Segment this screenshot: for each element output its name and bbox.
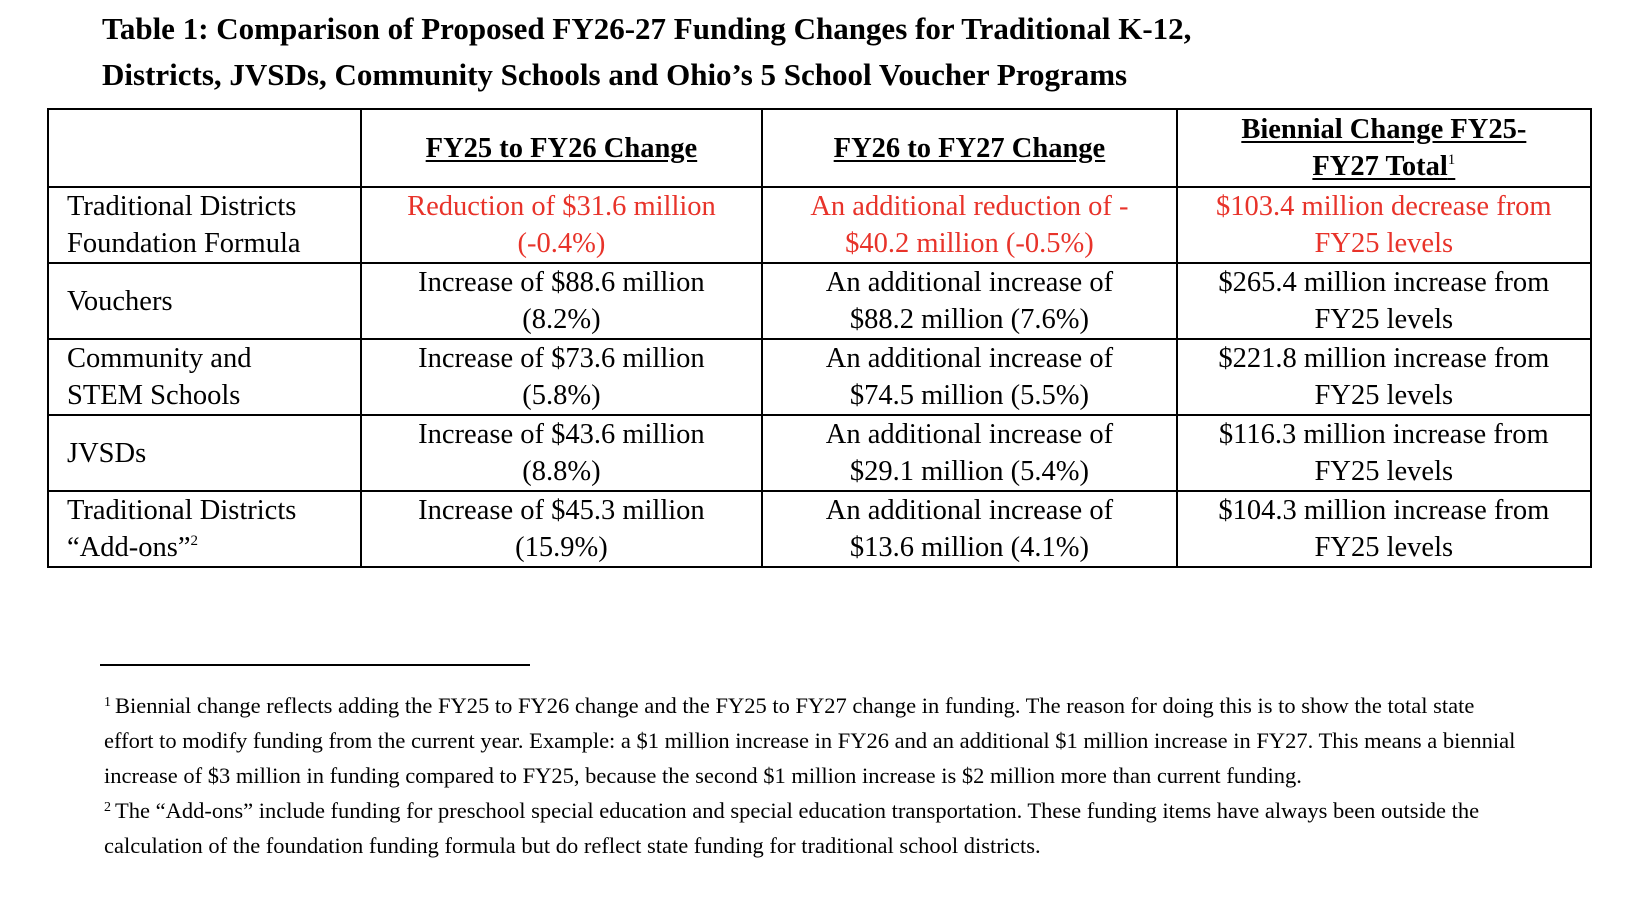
- fy26-to-fy27-line-1: An additional increase of: [825, 419, 1114, 450]
- row-label-cell: [48, 187, 361, 263]
- biennial-change-line-1: $116.3 million increase from: [1218, 419, 1549, 450]
- footnote-separator: [100, 664, 530, 666]
- header-biennial-line-2: FY27 Total: [1312, 151, 1448, 182]
- fy25-to-fy26-cell: [361, 415, 763, 491]
- table-row: [48, 415, 1591, 491]
- header-biennial-change: [1177, 109, 1591, 187]
- footnote-1: [104, 688, 1524, 793]
- header-biennial-line-2-wrap: [1178, 148, 1590, 185]
- footnotes: [104, 688, 1524, 863]
- biennial-change-line-1: $221.8 million increase from: [1218, 343, 1550, 374]
- footnote-2-marker: 2: [104, 800, 111, 815]
- fy25-to-fy26-cell: [361, 187, 763, 263]
- row-label-line-2: STEM Schools: [67, 380, 241, 411]
- header-fy25-to-fy26: [361, 109, 763, 187]
- fy26-to-fy27-cell: [762, 415, 1176, 491]
- biennial-change-cell: [1177, 263, 1591, 339]
- table-header-row: [48, 109, 1591, 187]
- biennial-change-cell: [1177, 187, 1591, 263]
- funding-comparison-table: [47, 108, 1592, 568]
- row-label-cell: [48, 339, 361, 415]
- fy25-to-fy26-line-2: (-0.4%): [517, 228, 606, 259]
- fy25-to-fy26-cell: [361, 491, 763, 567]
- fy26-to-fy27-line-2: $29.1 million (5.4%): [849, 456, 1089, 487]
- fy26-to-fy27-line-1: An additional increase of: [825, 267, 1114, 298]
- table-title: [102, 6, 1502, 98]
- biennial-change-line-2: FY25 levels: [1314, 456, 1454, 487]
- fy25-to-fy26-line-2: (8.8%): [522, 456, 601, 487]
- row-label-line-2: “Add-ons”: [67, 532, 191, 563]
- table-row: [48, 491, 1591, 567]
- header-fy26-to-fy27-text: FY26 to FY27 Change: [833, 132, 1106, 164]
- fy25-to-fy26-cell: [361, 339, 763, 415]
- biennial-change-line-2: FY25 levels: [1314, 380, 1454, 411]
- header-fy25-to-fy26-text: FY25 to FY26 Change: [425, 132, 698, 164]
- fy26-to-fy27-cell: [762, 491, 1176, 567]
- fy26-to-fy27-line-2: $40.2 million (-0.5%): [845, 228, 1094, 259]
- footnote-1-marker: 1: [104, 695, 111, 710]
- row-label-line-2-wrap: [67, 225, 360, 262]
- biennial-change-cell: [1177, 339, 1591, 415]
- biennial-change-line-2: FY25 levels: [1314, 228, 1454, 259]
- biennial-change-cell: [1177, 415, 1591, 491]
- fy25-to-fy26-line-1: Increase of $45.3 million: [418, 495, 705, 526]
- fy25-to-fy26-cell: [361, 263, 763, 339]
- biennial-change-cell: [1177, 491, 1591, 567]
- fy25-to-fy26-line-1: Increase of $88.6 million: [418, 267, 705, 298]
- row-label-line-2: Foundation Formula: [67, 228, 301, 259]
- biennial-change-line-2: FY25 levels: [1314, 532, 1454, 563]
- footnote-1-text: Biennial change reflects adding the FY25 to FY26 change and the FY25 to FY27 change in funding. The reason for doing this is to show the total state effort to modify funding from the current year. Example: a $1 million increase in FY26 and an additional $1 million increase in FY27. This means a biennial increase of $3 million in funding compared to FY25, because the second $1 million increase is $2 million more than current funding.: [104, 693, 1516, 788]
- table-row: [48, 339, 1591, 415]
- fy26-to-fy27-line-1: An additional increase of: [825, 495, 1114, 526]
- row-label-line-1: JVSDs: [67, 437, 147, 469]
- fy26-to-fy27-line-2: $74.5 million (5.5%): [849, 380, 1089, 411]
- fy25-to-fy26-line-1: Increase of $73.6 million: [418, 343, 705, 374]
- fy26-to-fy27-cell: [762, 263, 1176, 339]
- fy26-to-fy27-line-2: $88.2 million (7.6%): [849, 304, 1089, 335]
- table-row: [48, 263, 1591, 339]
- footnote-ref-2[interactable]: 2: [190, 533, 198, 549]
- row-label-cell: [48, 491, 361, 567]
- footnote-ref-1[interactable]: 1: [1447, 152, 1456, 168]
- table-row: [48, 187, 1591, 263]
- fy25-to-fy26-line-2: (8.2%): [522, 304, 601, 335]
- biennial-change-line-1: $103.4 million decrease from: [1216, 191, 1552, 222]
- biennial-change-line-2: FY25 levels: [1314, 304, 1454, 335]
- row-label-line-1: Community and: [67, 343, 252, 374]
- fy26-to-fy27-line-1: An additional reduction of -: [810, 191, 1129, 222]
- row-label-line-2-wrap: [67, 377, 360, 414]
- fy26-to-fy27-line-2: $13.6 million (4.1%): [849, 532, 1089, 563]
- fy25-to-fy26-line-1: Increase of $43.6 million: [418, 419, 705, 450]
- fy26-to-fy27-cell: [762, 339, 1176, 415]
- row-label-line-1: Traditional Districts: [67, 191, 297, 222]
- header-biennial-line-1: Biennial Change FY25-: [1241, 114, 1527, 145]
- footnote-2-text: The “Add-ons” include funding for preschool special education and special education transportation. These funding items have always been outside the calculation of the foundation funding formula but do reflect state funding for traditional school districts.: [104, 798, 1480, 858]
- fy25-to-fy26-line-2: (5.8%): [522, 380, 601, 411]
- row-label-line-1: Traditional Districts: [67, 495, 297, 526]
- fy25-to-fy26-line-1: Reduction of $31.6 million: [407, 191, 716, 222]
- header-label-column: [48, 109, 361, 187]
- footnote-2: [104, 793, 1524, 863]
- fy26-to-fy27-line-1: An additional increase of: [825, 343, 1114, 374]
- fy26-to-fy27-cell: [762, 187, 1176, 263]
- table-title-line-1: Table 1: Comparison of Proposed FY26-27 Funding Changes for Traditional K-12,: [102, 11, 1192, 46]
- row-label-cell: [48, 263, 361, 339]
- header-fy26-to-fy27: [762, 109, 1176, 187]
- row-label-cell: [48, 415, 361, 491]
- fy25-to-fy26-line-2: (15.9%): [515, 532, 608, 563]
- biennial-change-line-1: $104.3 million increase from: [1218, 495, 1550, 526]
- row-label-line-1: Vouchers: [67, 285, 173, 317]
- table-title-line-2: Districts, JVSDs, Community Schools and Ohio’s 5 School Voucher Programs: [102, 57, 1128, 92]
- row-label-line-2-wrap: [67, 529, 360, 566]
- biennial-change-line-1: $265.4 million increase from: [1218, 267, 1550, 298]
